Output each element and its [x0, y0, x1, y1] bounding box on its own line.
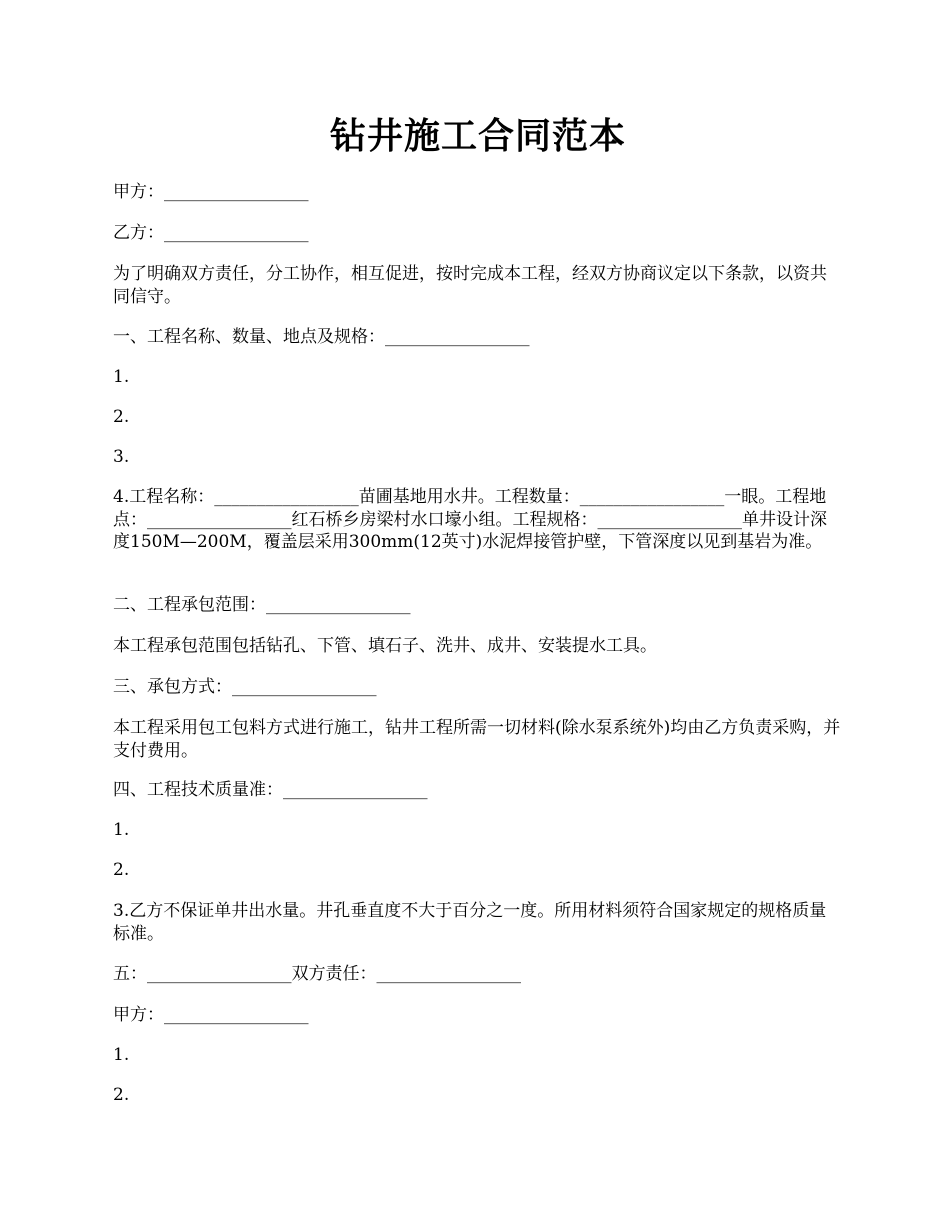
project-details-paragraph: 4.工程名称：_________________苗圃基地用水井。工程数量：_________________一眼。工程地点：_________________红石桥乡房梁村水口壕小组。工程规格：_________________单井设计深度150M—200M，覆盖层采用300mm(12英寸)水泥焊接管护壁，下管深度以见到基岩为准。 [113, 487, 827, 552]
list-item: 3. [113, 447, 130, 467]
party-a-responsibility-heading: 甲方：_________________ [113, 1005, 309, 1025]
section-4-heading: 四、工程技术质量准：_________________ [113, 780, 428, 800]
quality-paragraph: 3.乙方不保证单井出水量。井孔垂直度不大于百分之一度。所用材料须符合国家规定的规格质量标准。 [113, 901, 827, 944]
document-title: 钻井施工合同范本 [329, 115, 626, 157]
list-item: 1. [113, 367, 130, 387]
list-item: 2. [113, 1085, 130, 1105]
preamble-paragraph: 为了明确双方责任，分工协作，相互促进，按时完成本工程，经双方协商议定以下条款，以资共同信守。 [113, 264, 827, 307]
section-5-heading: 五：_________________双方责任：_________________ [113, 964, 521, 984]
party-b-line: 乙方：_________________ [113, 223, 309, 243]
list-item: 1. [113, 1045, 130, 1065]
section-1-heading: 一、工程名称、数量、地点及规格：_________________ [113, 327, 530, 347]
party-a-line: 甲方：_________________ [113, 182, 309, 202]
list-item: 2. [113, 860, 130, 880]
contract-method-paragraph: 本工程采用包工包料方式进行施工，钻井工程所需一切材料(除水泵系统外)均由乙方负责采购，并支付费用。 [113, 718, 841, 761]
list-item: 2. [113, 407, 130, 427]
section-3-heading: 三、承包方式：_________________ [113, 677, 377, 697]
list-item: 1. [113, 820, 130, 840]
scope-paragraph: 本工程承包范围包括钻孔、下管、填石子、洗井、成井、安装提水工具。 [113, 636, 657, 656]
section-2-heading: 二、工程承包范围：_________________ [113, 595, 411, 615]
